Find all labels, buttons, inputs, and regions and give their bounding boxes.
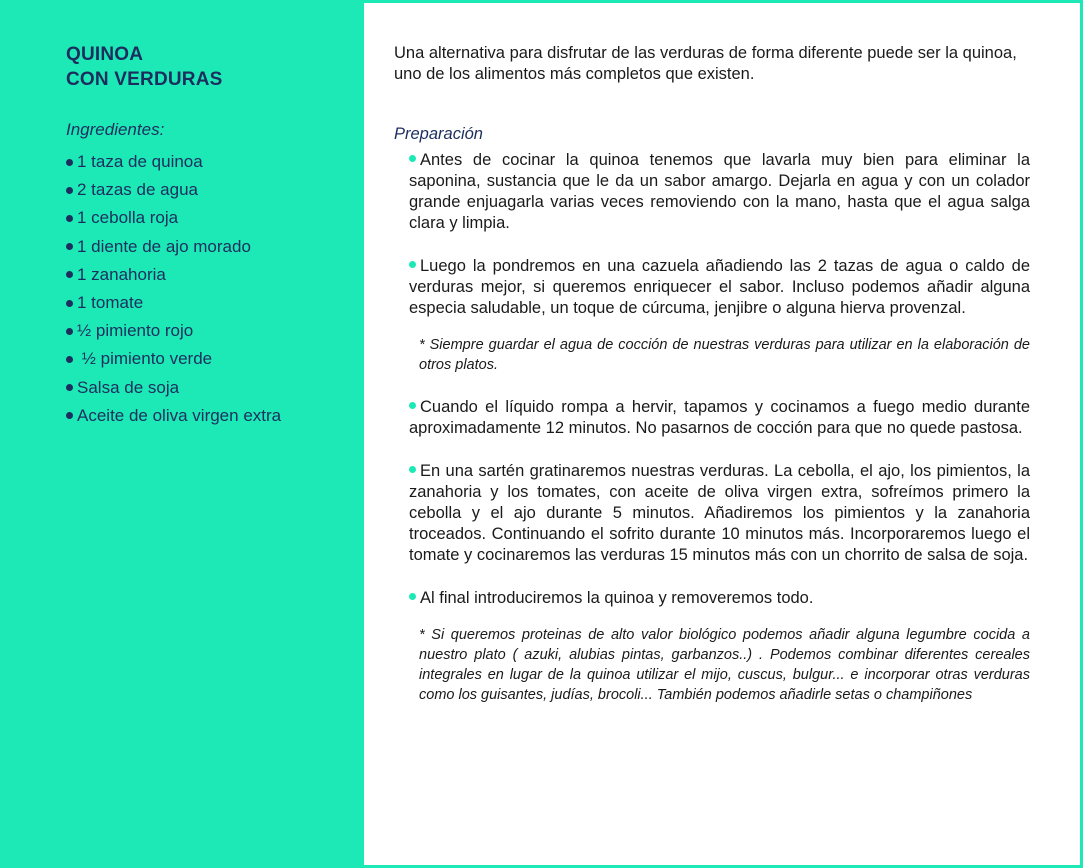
preparation-heading: Preparación	[394, 125, 483, 143]
bullet-icon	[409, 155, 416, 162]
ingredient-item: ½ pimiento rojo	[66, 317, 344, 345]
bullet-icon	[66, 271, 73, 278]
recipe-title: QUINOA CON VERDURAS	[66, 44, 223, 90]
bullet-icon	[66, 159, 73, 166]
bullet-icon	[66, 243, 73, 250]
bullet-icon	[409, 466, 416, 473]
ingredient-item: Aceite de oliva virgen extra	[66, 402, 344, 430]
ingredients-heading: Ingredientes:	[66, 120, 165, 139]
note-paragraph: * Si queremos proteinas de alto valor biológico podemos añadir alguna legumbre cocida a nuestro plato ( azuki, alubias pintas, garbanzos..) . Podemos combinar diferentes cereales integrales en lugar de la quinoa utilizar el mijo, cuscus, bulgur... e incorporar otras verduras como los guisantes, judías, brocoli... También podemos añadirle setas o champiñones	[419, 627, 1030, 703]
bullet-icon	[66, 412, 73, 419]
note-paragraph: * Siempre guardar el agua de cocción de nuestras verduras para utilizar en la elaboración de otros platos.	[419, 337, 1030, 373]
step-paragraph: Luego la pondremos en una cazuela añadiendo las 2 tazas de agua o caldo de verduras mejor, si queremos enriquecer el sabor. Incluso podemos añadir alguna especia saludable, un toque de cúrcuma, jenjibre o alguna hierva provenzal.	[409, 257, 1030, 317]
ingredient-item: Salsa de soja	[66, 374, 344, 402]
bullet-icon	[66, 187, 73, 194]
bullet-icon	[66, 356, 73, 363]
bullet-icon	[66, 300, 73, 307]
ingredient-item: 1 zanahoria	[66, 261, 344, 289]
bullet-icon	[409, 261, 416, 268]
ingredient-item: 1 diente de ajo morado	[66, 233, 344, 261]
bullet-icon	[66, 328, 73, 335]
bullet-icon	[409, 402, 416, 409]
intro-paragraph: Una alternativa para disfrutar de las verduras de forma diferente puede ser la quinoa, uno de los alimentos más completos que existen.	[394, 44, 1017, 83]
ingredient-item: 1 taza de quinoa	[66, 148, 344, 176]
step-paragraph: Antes de cocinar la quinoa tenemos que lavarla muy bien para eliminar la saponina, sustancia que le da un sabor amargo. Dejarla en agua y con un colador grande enjuagarla varias veces removiendo con la mano, hasta que el agua salga clara y limpia.	[409, 151, 1030, 232]
bullet-icon	[66, 215, 73, 222]
bullet-icon	[66, 384, 73, 391]
bullet-icon	[409, 593, 416, 600]
step-paragraph: Cuando el líquido rompa a hervir, tapamos y cocinamos a fuego medio durante aproximadamente 12 minutos. No pasarnos de cocción para que no quede pastosa.	[409, 398, 1030, 437]
ingredient-item: 2 tazas de agua	[66, 176, 344, 204]
ingredient-item: 1 cebolla roja	[66, 204, 344, 232]
main-content	[364, 3, 1080, 865]
ingredients-list	[66, 148, 344, 430]
sidebar	[0, 0, 364, 868]
ingredient-item: 1 tomate	[66, 289, 344, 317]
ingredient-item: ½ pimiento verde	[66, 345, 344, 373]
step-paragraph: Al final introduciremos la quinoa y removeremos todo.	[409, 588, 1030, 609]
step-paragraph: En una sartén gratinaremos nuestras verduras. La cebolla, el ajo, los pimientos, la zanahoria y los tomates, con aceite de oliva virgen extra, sofreímos primero la cebolla y el ajo durante 5 minutos. Añadiremos los pimientos y la zanahoria troceados. Continuando el sofrito durante 10 minutos más. Incorporaremos luego el tomate y cocinaremos las verduras 15 minutos más con un chorrito de salsa de soja.	[409, 462, 1030, 564]
